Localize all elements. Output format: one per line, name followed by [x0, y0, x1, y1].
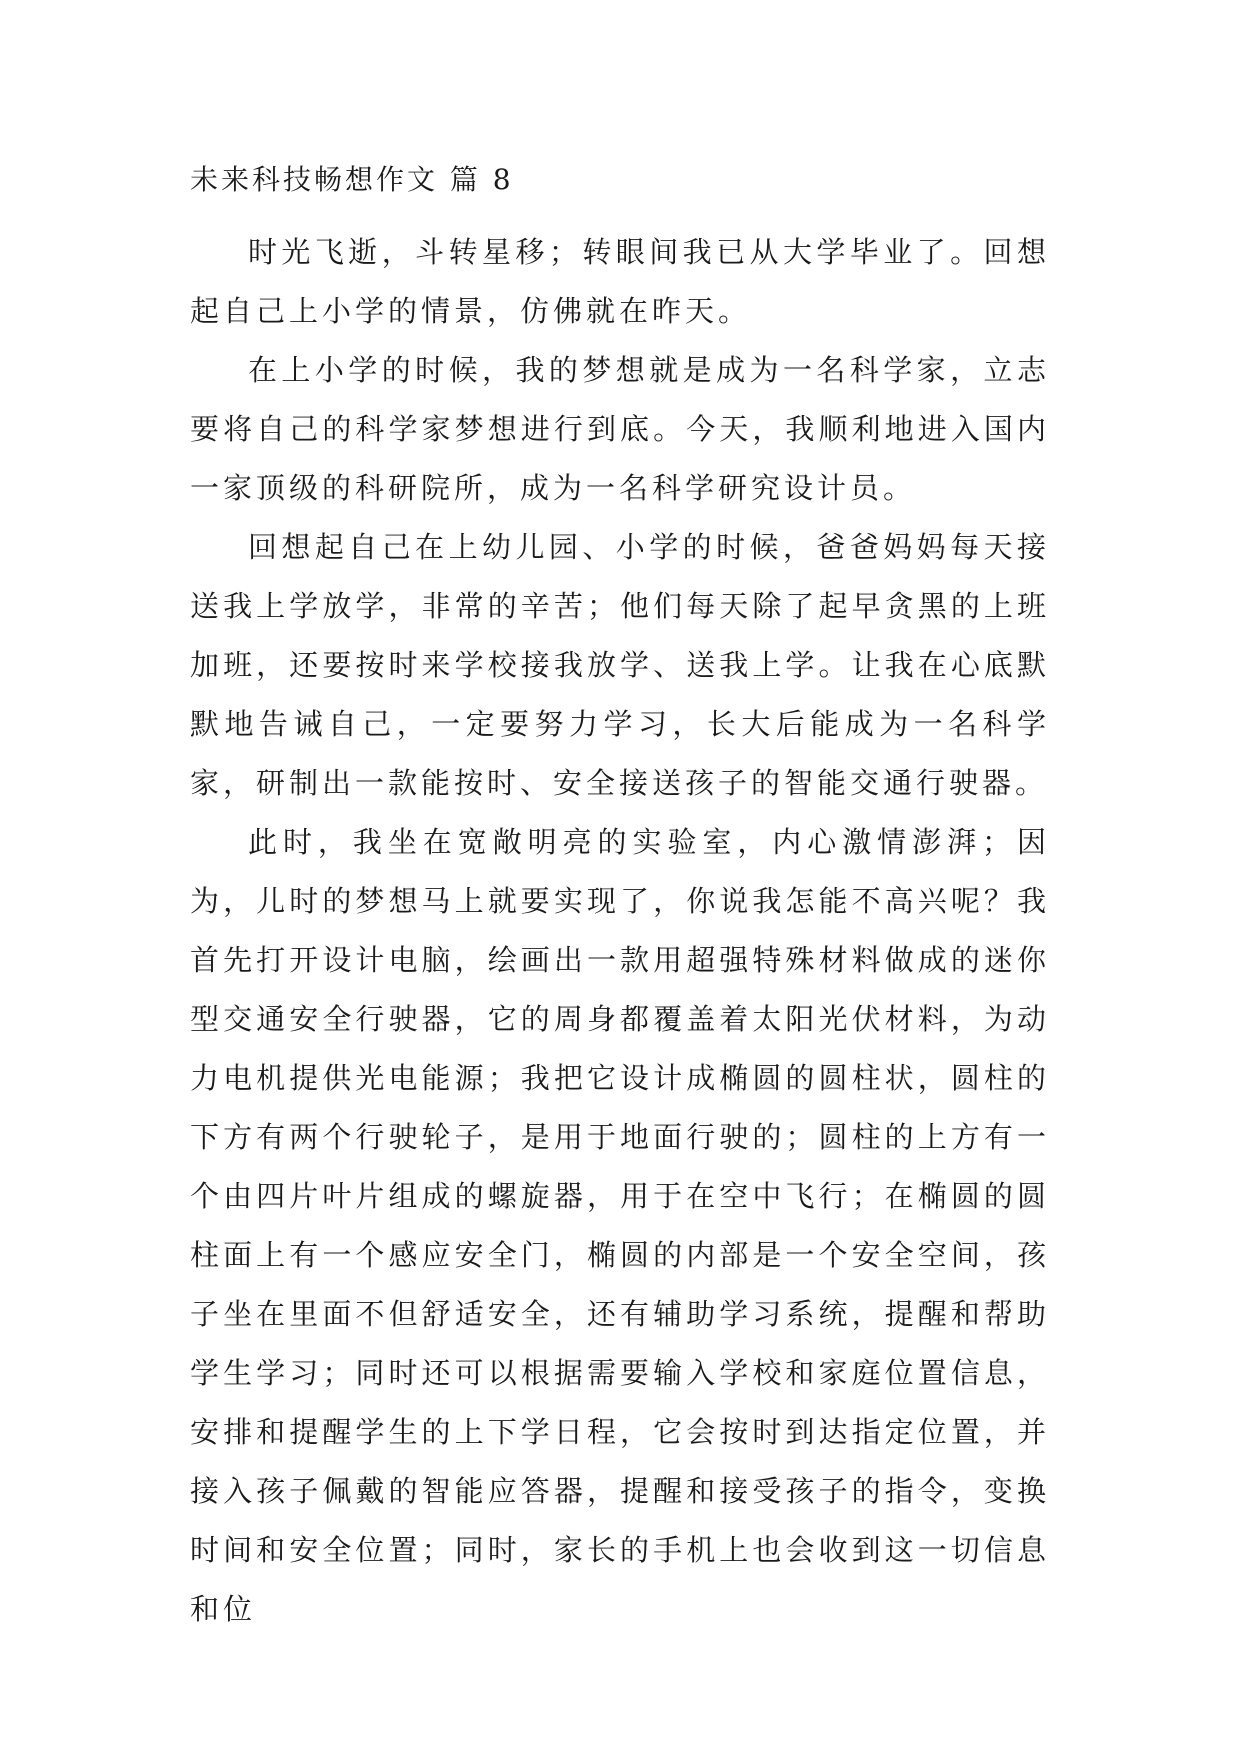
document-body — [190, 223, 1050, 1639]
paragraph-2: 在上小学的时候，我的梦想就是成为一名科学家，立志要将自己的科学家梦想进行到底。今天，我顺利地进入国内一家顶级的科研院所，成为一名科学研究设计员。 — [190, 353, 1050, 505]
paragraph-1: 时光飞逝，斗转星移；转眼间我已从大学毕业了。回想起自己上小学的情景，仿佛就在昨天。 — [190, 235, 1050, 328]
paragraph-4: 此时，我坐在宽敞明亮的实验室，内心激情澎湃；因为，儿时的梦想马上就要实现了，你说我怎能不高兴呢？我首先打开设计电脑，绘画出一款用超强特殊材料做成的迷你型交通安全行驶器，它的周身都覆盖着太阳光伏材料，为动力电机提供光电能源；我把它设计成椭圆的圆柱状，圆柱的下方有两个行驶轮子，是用于地面行驶的；圆柱的上方有一个由四片叶片组成的螺旋器，用于在空中飞行；在椭圆的圆柱面上有一个感应安全门，椭圆的内部是一个安全空间，孩子坐在里面不但舒适安全，还有辅助学习系统，提醒和帮助学生学习；同时还可以根据需要输入学校和家庭位置信息，安排和提醒学生的上下学日程，它会按时到达指定位置，并接入孩子佩戴的智能应答器，提醒和接受孩子的指令，变换时间和安全位置；同时，家长的手机上也会收到这一切信息和位 — [190, 825, 1050, 1626]
paragraph-3: 回想起自己在上幼儿园、小学的时候，爸爸妈妈每天接送我上学放学，非常的辛苦；他们每天除了起早贪黑的上班加班，还要按时来学校接我放学、送我上学。让我在心底默默地告诫自己，一定要努力学习，长大后能成为一名科学家，研制出一款能按时、安全接送孩子的智能交通行驶器。 — [190, 530, 1050, 800]
document-title: 未来科技畅想作文 篇 8 — [190, 163, 514, 196]
